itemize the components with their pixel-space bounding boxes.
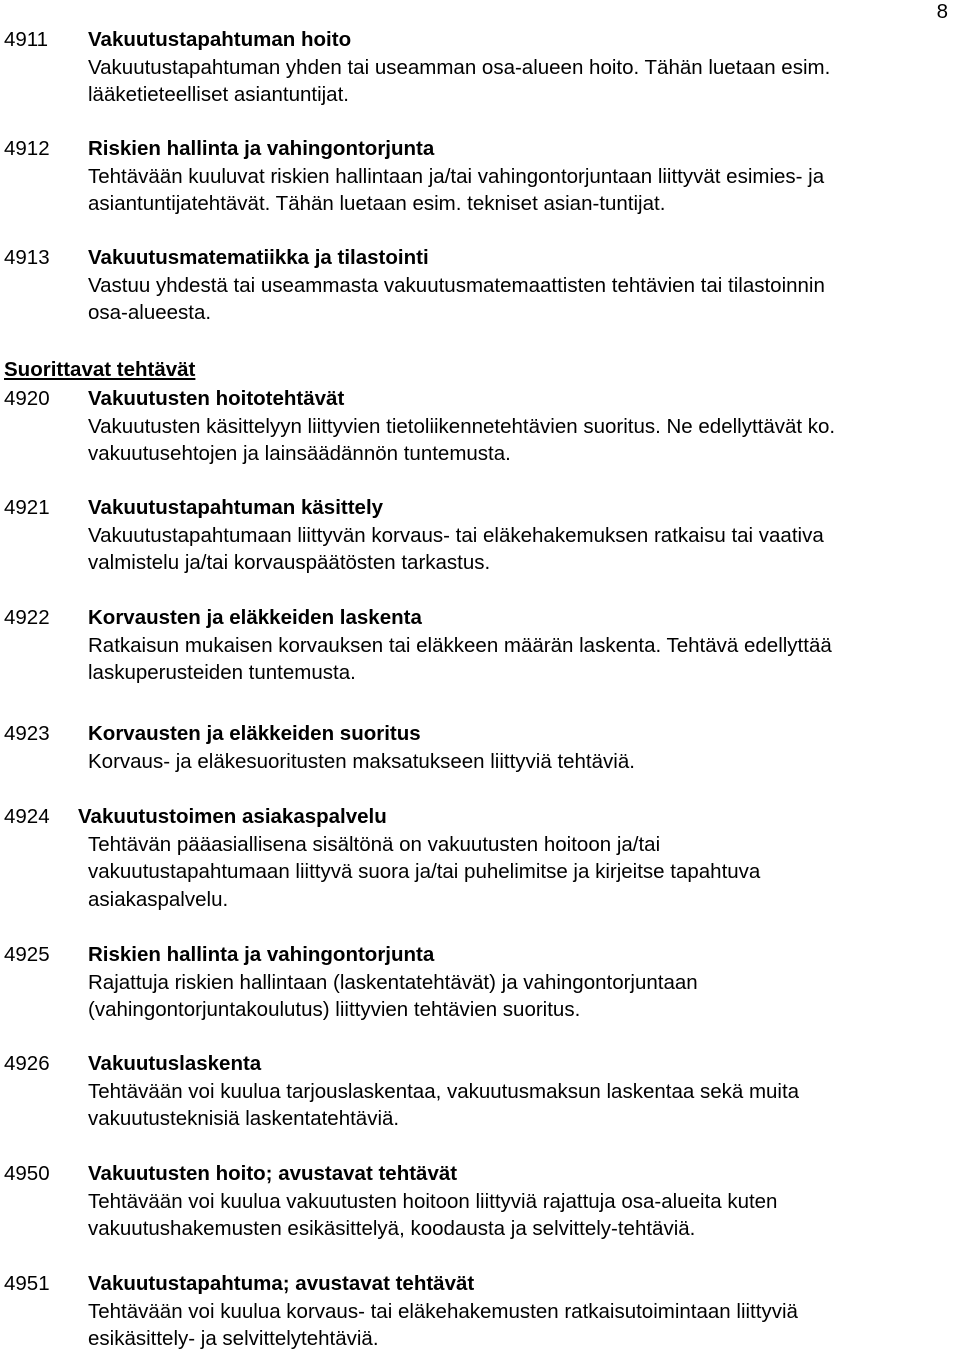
description-line: asiantuntijatehtävät. Tähän luetaan esim. tekniset asian-tuntijat. [88,192,666,216]
description-line: laskuperusteiden tuntemusta. [88,661,356,685]
entry-description [88,969,958,1024]
description-line: Rajattuja riskien hallintaan (laskentatehtävät) ja vahingontorjuntaan [88,970,698,994]
description-line: Vakuutustapahtumaan liittyvän korvaus- tai eläkehakemuksen ratkaisu tai vaativa [88,523,824,547]
entry-code: 4911 [4,28,49,51]
description-line: Tehtävään voi kuulua vakuutusten hoitoon liittyviä rajattuja osa-alueita kuten [88,1189,778,1213]
entry-description [88,522,958,577]
entry-code: 4912 [4,137,50,160]
description-line: Vastuu yhdestä tai useammasta vakuutusmatemaattisten tehtävien tai tilastoinnin [88,273,825,297]
entry-title: Vakuutustoimen asiakaspalvelu [78,805,387,828]
entry-title: Vakuutustapahtuman käsittely [88,496,384,519]
entry-code: 4926 [4,1052,50,1075]
entry-title: Vakuutusten hoitotehtävät [88,387,345,410]
entry-title: Vakuutustapahtuma; avustavat tehtävät [88,1272,475,1295]
entry-title: Vakuutustapahtuman hoito [88,28,352,51]
entry-title: Vakuutusmatematiikka ja tilastointi [88,246,429,269]
entry-code: 4913 [4,246,50,269]
entry-title: Vakuutuslaskenta [88,1052,262,1075]
entry-code: 4922 [4,606,50,629]
entry-description [88,632,958,687]
entry-title: Korvausten ja eläkkeiden laskenta [88,606,422,629]
entry-title: Riskien hallinta ja vahingontorjunta [88,137,435,160]
description-line: Vakuutusten käsittelyyn liittyvien tietoliikennetehtävien suoritus. Ne edellyttävät ko. [88,414,836,438]
entry-description [88,163,958,218]
description-line: asiakaspalvelu. [88,887,229,911]
entry-title: Korvausten ja eläkkeiden suoritus [88,722,421,745]
description-line: esikäsittely- ja selvittelytehtäviä. [88,1327,379,1351]
entry-description [88,1188,958,1243]
description-line: vakuutusehtojen ja lainsäädännön tuntemusta. [88,442,511,466]
page-number: 8 [936,0,948,23]
description-line: vakuutushakemusten esikäsittelyä, koodausta ja selvittely-tehtäviä. [88,1217,696,1241]
description-line: Tehtävään voi kuulua tarjouslaskentaa, vakuutusmaksun laskentaa sekä muita [88,1079,800,1103]
entry-code: 4921 [4,496,50,519]
description-line: vakuutustapahtumaan liittyvä suora ja/tai puhelimitse ja kirjeitse tapahtuva [88,860,761,884]
entry-description [88,1298,958,1353]
entry-description [88,272,958,327]
description-line: Ratkaisun mukaisen korvauksen tai eläkkeen määrän laskenta. Tehtävä edellyttää [88,633,832,657]
description-line: lääketieteelliset asiantuntijat. [88,83,349,107]
description-line: vakuutusteknisiä laskentatehtäviä. [88,1107,400,1131]
entry-description [88,748,958,776]
description-line: (vahingontorjuntakoulutus) liittyvien tehtävien suoritus. [88,998,581,1022]
entry-description [88,413,958,468]
entry-code: 4924 [4,805,50,828]
description-line: Korvaus- ja eläkesuoritusten maksatukseen liittyviä tehtäviä. [88,749,635,773]
entry-description [88,54,958,109]
entry-title: Vakuutusten hoito; avustavat tehtävät [88,1162,458,1185]
entry-description [88,1078,958,1133]
section-heading: Suorittavat tehtävät [4,358,196,381]
description-line: osa-alueesta. [88,301,212,325]
description-line: Tehtävän pääasiallisena sisältönä on vakuutusten hoitoon ja/tai [88,832,661,856]
entry-code: 4920 [4,387,50,410]
entry-description [88,831,958,914]
entry-code: 4925 [4,943,50,966]
entry-code: 4951 [4,1272,50,1295]
entry-code: 4950 [4,1162,50,1185]
description-line: Tehtävään voi kuulua korvaus- tai eläkehakemusten ratkaisutoimintaan liittyviä [88,1299,798,1323]
description-line: Vakuutustapahtuman yhden tai useamman osa-alueen hoito. Tähän luetaan esim. [88,55,831,79]
description-line: valmistelu ja/tai korvauspäätösten tarkastus. [88,551,491,575]
entry-title: Riskien hallinta ja vahingontorjunta [88,943,435,966]
entry-code: 4923 [4,722,50,745]
description-line: Tehtävään kuuluvat riskien hallintaan ja/tai vahingontorjuntaan liittyvät esimies- ja [88,164,825,188]
